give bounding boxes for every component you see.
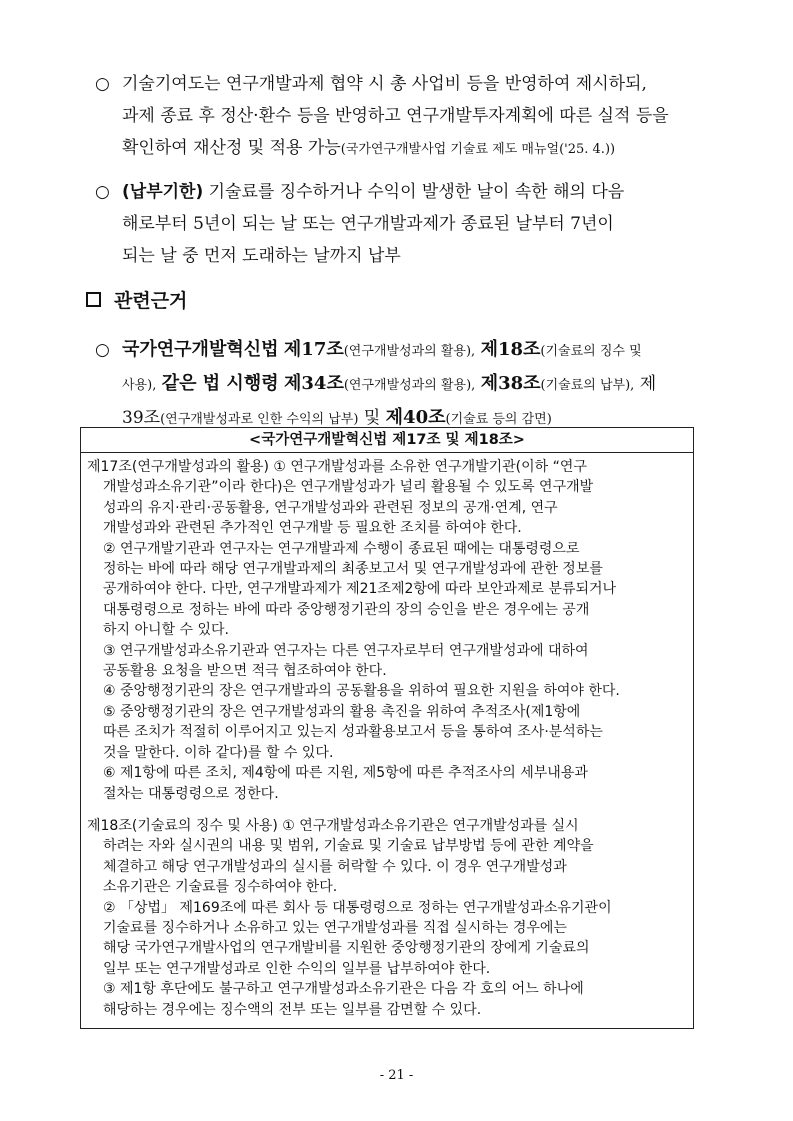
art17-note: (연구개발성과의 활용), [343,344,476,359]
article17-line: 따른 조치가 적절히 이루어지고 있는지 성과활용보고서 등을 통하여 조사·분석하는 [103,724,603,741]
article17-line: ② 연구개발기관과 연구자는 연구개발과제 수행이 종료된 때에는 대통령령으로 [103,540,580,557]
art18-note-b: 사용), [122,378,157,393]
law-text-box [80,427,694,1029]
law2-name: 같은 법 시행령 [161,373,279,394]
bullet1-line2: 과제 종료 후 정산·환수 등을 반영하고 연구개발투자계획에 따른 실적 등을 [122,106,669,126]
art39-prefix: 제 [639,374,657,394]
bullet-legal-basis [95,334,725,436]
art18: 제18조 [480,339,541,360]
article18-line: 기술료를 징수하거나 소유하고 있는 연구개발성과를 직접 실시하는 경우에는 [103,919,567,936]
article18-line: 해당 국가연구개발사업의 연구개발비를 지원한 중앙행정기관의 장에게 기술료의 [103,940,590,957]
article17-line: 공개하여야 한다. 다만, 연구개발과제가 제21조제2항에 따라 보안과제로 분류되거나 [103,581,617,598]
bullet-icon: ○ [95,340,110,360]
article18-line: ③ 제1항 후단에도 불구하고 연구개발성과소유기관은 다음 각 호의 어느 하나에 [103,981,584,998]
art34-note: (연구개발성과의 활용), [343,378,476,393]
art38: 제38조 [480,373,541,394]
art39-note: (연구개발성과로 인한 수익의 납부) [160,412,359,427]
article18-line: 일부 또는 연구개발성과로 인한 수익의 일부를 납부하여야 한다. [103,960,491,977]
bullet-icon: ○ [95,182,110,202]
article18-line: 체결하고 해당 연구개발성과의 실시를 허락할 수 있다. 이 경우 연구개발성과 [103,858,567,875]
art34: 제34조 [284,373,344,394]
article18-line: 해당하는 경우에는 징수액의 전부 또는 일부를 감면할 수 있다. [103,1001,482,1018]
article17-line: 절차는 대통령령으로 정한다. [103,785,279,802]
article-18 [81,812,693,1020]
article17-line: ⑥ 제1항에 따른 조치, 제4항에 따른 지원, 제5항에 따른 추적조사의 세부내용과 [103,765,588,782]
art18-note-a: (기술료의 징수 및 [540,344,642,359]
bullet1-line1: 기술기여도는 연구개발과제 협약 시 총 사업비 등을 반영하여 제시하되, [122,74,647,94]
article18-line: ② 「상법」 제169조에 따른 회사 등 대통령령으로 정하는 연구개발성과소유기관이 [103,899,612,916]
bullet3-line2 [122,368,725,402]
article18-line: 제18조(기술료의 징수 및 사용) ① 연구개발성과소유기관은 연구개발성과를 실시 [87,817,579,834]
article17-line: ⑤ 중앙행정기관의 장은 연구개발성과의 활용 촉진을 위하여 추적조사(제1항에 [103,703,581,720]
checkbox-square-icon [86,292,101,307]
article17-line: ③ 연구개발성과소유기관과 연구자는 다른 연구자로부터 연구개발성과에 대하여 [103,642,589,659]
bullet2-line3: 되는 날 중 먼저 도래하는 날까지 납부 [122,246,401,266]
bullet-icon: ○ [95,74,110,94]
art40: 제40조 [385,407,446,428]
bullet2-line2: 해로부터 5년이 되는 날 또는 연구개발과제가 종료된 날부터 7년이 [122,214,614,234]
bullet2-line1-rest: 기술료를 징수하거나 수익이 발생한 날이 속한 해의 다음 [203,182,625,202]
bullet-technology-contribution [95,68,725,166]
article17-line: 개발성과소유기관”이라 한다)은 연구개발성과가 널리 활용될 수 있도록 연구개발 [103,479,594,496]
art17: 제17조 [283,339,344,360]
article-17 [81,453,693,804]
bullet2-line1 [122,176,725,208]
section-title: 관련근거 [114,290,188,312]
bullet1-line3 [122,132,725,166]
article18-line: 소유기관은 기술료를 징수하여야 한다. [103,879,338,896]
article17-line: 정하는 바에 따라 해당 연구개발과제의 최종보고서 및 연구개발성과에 관한 정보를 [103,561,603,578]
article18-line: 하려는 자와 실시권의 내용 및 범위, 기술료 및 기술료 납부방법 등에 관한 계약을 [103,838,594,855]
article17-line: 것을 말한다. 이하 같다)를 할 수 있다. [103,744,334,761]
and-word: 및 [363,408,381,428]
article17-line: 성과의 유지·관리·공동활용, 연구개발성과와 관련된 정보의 공개·연계, 연구 [103,499,558,516]
article17-line: 공동활용 요청을 받으면 적극 협조하여야 한다. [103,663,387,680]
article17-line: 하지 아니할 수 있다. [103,622,229,639]
article17-line: ④ 중앙행정기관의 장은 연구개발과의 공동활용을 위하여 필요한 지원을 하여야 한다. [103,683,620,700]
page-number: - 21 - [379,1068,414,1083]
bullet-payment-deadline [95,176,725,272]
bullet3-line1 [122,334,725,368]
art40-note: (기술료 등의 감면) [445,412,552,427]
art38-note: (기술료의 납부), [540,378,635,393]
article17-line: 제17조(연구개발성과의 활용) ① 연구개발성과를 소유한 연구개발기관(이하 “연구 [87,459,587,475]
art39: 39조 [122,408,161,428]
bullet2-label: (납부기한) [122,182,204,202]
article17-line: 개발성과와 관련된 추가적인 연구개발 등 필요한 조치를 하여야 한다. [103,520,522,537]
law-box-title: <국가연구개발혁신법 제17조 및 제18조> [81,428,693,453]
law1-name: 국가연구개발혁신법 [122,339,279,360]
article17-line: 대통령령으로 정하는 바에 따라 중앙행정기관의 장의 승인을 받은 경우에는 공개 [103,601,590,618]
article-gap [81,804,693,812]
bullet1-line3-note: (국가연구개발사업 기술료 제도 매뉴얼('25. 4.)) [340,142,616,157]
bullet1-line3-main: 확인하여 재산정 및 적용 가능 [122,138,341,158]
section-heading [86,286,187,313]
